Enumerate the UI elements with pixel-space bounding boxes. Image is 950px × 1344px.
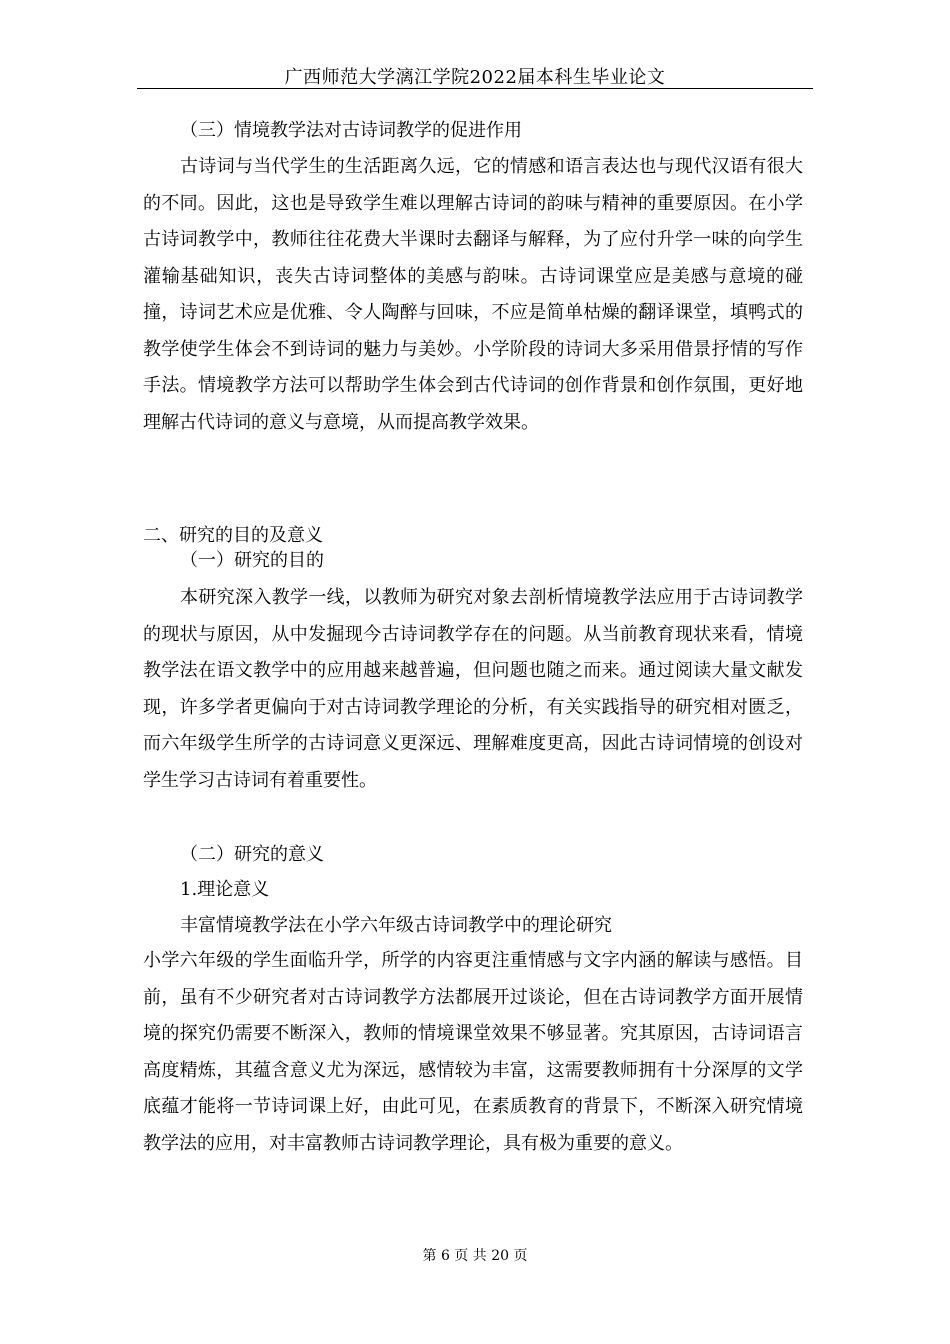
header-divider — [137, 88, 813, 89]
theory-subtitle-line: 丰富情境教学法在小学六年级古诗词教学中的理论研究 — [180, 915, 612, 936]
chapter-2-heading: 二、研究的目的及意义 — [143, 525, 323, 546]
section-3-paragraph: 古诗词与当代学生的生活距离久远，它的情感和语言表达也与现代汉语有很大的不同。因此，这也是导致学生难以理解古诗词的韵味与精神的重要原因。在小学古诗词教学中，教师往往花费大半课时去翻译与解释，为了应付升学一味的向学生灌输基础知识，丧失古诗词整体的美感与韵味。古诗词课堂应是美感与意境的碰撞，诗词艺术应是优雅、令人陶醉与回味，不应是简单枯燥的翻译课堂，填鸭式的教学使学生体会不到诗词的魅力与美妙。小学阶段的诗词大多采用借景抒情的写作手法。情境教学方法可以帮助学生体会到古代诗词的创作背景和创作氛围，更好地理解古代诗词的意义与意境，从而提高教学效果。 — [143, 156, 803, 433]
section-2-2-heading: （二）研究的意义 — [180, 844, 324, 865]
section-2-1-paragraph: 本研究深入教学一线，以教师为研究对象去剖析情境教学法应用于古诗词教学的现状与原因，从中发掘现今古诗词教学存在的问题。从当前教育现状来看，情境教学法在语文教学中的应用越来越普遍，但问题也随之而来。通过阅读大量文献发现，许多学者更偏向于对古诗词教学理论的分析，有关实践指导的研究相对匮乏，而六年级学生所学的古诗词意义更深远、理解难度更高，因此古诗词情境的创设对学生学习古诗词有着重要性。 — [143, 587, 803, 791]
section-2-1-heading: （一）研究的目的 — [180, 550, 324, 571]
theory-paragraph: 小学六年级的学生面临升学，所学的内容更注重情感与文字内涵的解读与感悟。目前，虽有不少研究者对古诗词教学方法都展开过谈论，但在古诗词教学方面开展情境的探究仍需要不断深入，教师的情境课堂效果不够显著。究其原因，古诗词语言高度精炼，其蕴含意义尤为深远，感情较为丰富，这需要教师拥有十分深厚的文学底蕴才能将一节诗词课上好，由此可见，在素质教育的背景下，不断深入研究情境教学法的应用，对丰富教师古诗词教学理论，具有极为重要的意义。 — [143, 950, 803, 1154]
page-number-footer: 第 6 页 共 20 页 — [422, 1248, 528, 1264]
page-header-title: 广西师范大学漓江学院2022届本科生毕业论文 — [284, 67, 666, 88]
section-heading-3: （三）情境教学法对古诗词教学的促进作用 — [180, 120, 522, 141]
theory-heading: 1.理论意义 — [180, 879, 270, 900]
